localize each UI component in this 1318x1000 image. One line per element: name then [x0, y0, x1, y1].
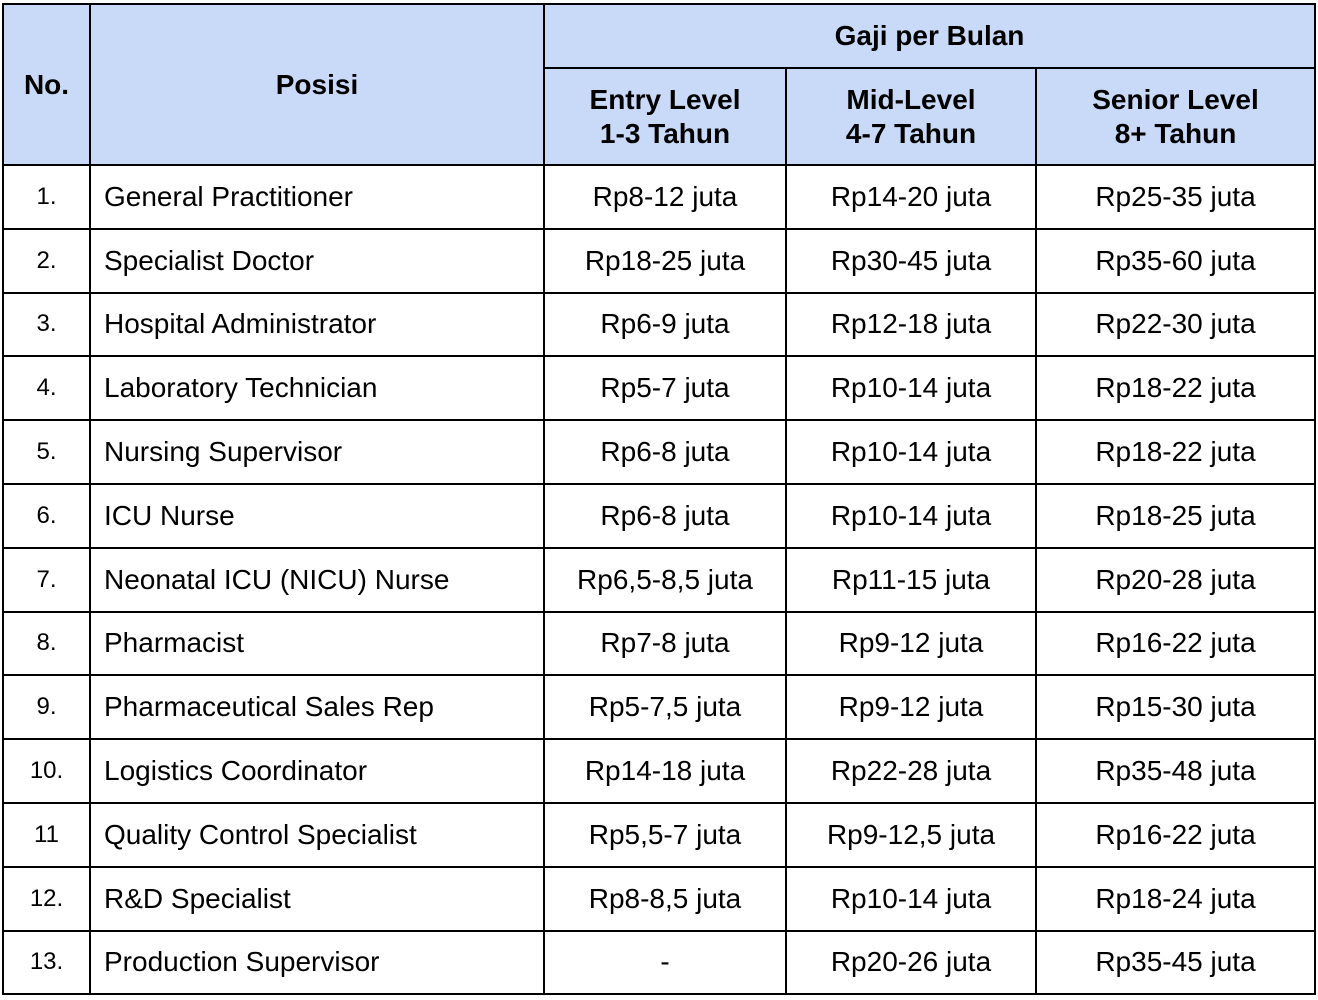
cell-senior: Rp18-22 juta [1036, 356, 1315, 420]
cell-no: 2. [3, 229, 90, 293]
table-row [3, 484, 1315, 548]
header-entry-level [544, 68, 786, 165]
cell-mid: Rp11-15 juta [786, 548, 1036, 612]
table-row [3, 739, 1315, 803]
cell-no: 7. [3, 548, 90, 612]
cell-mid: Rp14-20 juta [786, 165, 1036, 229]
cell-senior: Rp15-30 juta [1036, 675, 1315, 739]
table-row [3, 293, 1315, 357]
cell-mid: Rp9-12,5 juta [786, 803, 1036, 867]
table-row [3, 803, 1315, 867]
cell-entry: Rp8-12 juta [544, 165, 786, 229]
cell-entry: Rp6-8 juta [544, 484, 786, 548]
cell-entry: Rp6,5-8,5 juta [544, 548, 786, 612]
cell-posisi: Hospital Administrator [90, 293, 544, 357]
cell-mid: Rp20-26 juta [786, 931, 1036, 995]
cell-senior: Rp16-22 juta [1036, 803, 1315, 867]
cell-posisi: ICU Nurse [90, 484, 544, 548]
cell-no: 3. [3, 293, 90, 357]
header-senior-level-years: 8+ Tahun [1114, 117, 1237, 149]
cell-posisi: Pharmacist [90, 612, 544, 676]
cell-no: 4. [3, 356, 90, 420]
header-gaji-per-bulan: Gaji per Bulan [544, 4, 1315, 68]
cell-no: 1. [3, 165, 90, 229]
cell-no: 6. [3, 484, 90, 548]
cell-posisi: R&D Specialist [90, 867, 544, 931]
cell-entry: Rp5-7,5 juta [544, 675, 786, 739]
cell-posisi: Pharmaceutical Sales Rep [90, 675, 544, 739]
cell-mid: Rp12-18 juta [786, 293, 1036, 357]
cell-mid: Rp30-45 juta [786, 229, 1036, 293]
cell-posisi: Neonatal ICU (NICU) Nurse [90, 548, 544, 612]
table-row [3, 165, 1315, 229]
cell-senior: Rp18-24 juta [1036, 867, 1315, 931]
cell-posisi: Nursing Supervisor [90, 420, 544, 484]
cell-mid: Rp10-14 juta [786, 356, 1036, 420]
cell-no: 8. [3, 612, 90, 676]
cell-senior: Rp25-35 juta [1036, 165, 1315, 229]
cell-no: 13. [3, 931, 90, 995]
cell-no: 5. [3, 420, 90, 484]
cell-entry: Rp6-9 juta [544, 293, 786, 357]
cell-posisi: Specialist Doctor [90, 229, 544, 293]
cell-senior: Rp35-45 juta [1036, 931, 1315, 995]
table-row [3, 675, 1315, 739]
cell-entry: Rp7-8 juta [544, 612, 786, 676]
cell-no: 12. [3, 867, 90, 931]
header-mid-level-title: Mid-Level [846, 83, 976, 115]
cell-senior: Rp35-48 juta [1036, 739, 1315, 803]
cell-no: 9. [3, 675, 90, 739]
cell-entry: Rp6-8 juta [544, 420, 786, 484]
table-row [3, 612, 1315, 676]
header-entry-level-years: 1-3 Tahun [599, 117, 731, 149]
table-row [3, 931, 1315, 995]
cell-entry: Rp14-18 juta [544, 739, 786, 803]
header-senior-level-title: Senior Level [1092, 83, 1259, 115]
cell-senior: Rp16-22 juta [1036, 612, 1315, 676]
cell-senior: Rp22-30 juta [1036, 293, 1315, 357]
header-mid-level [786, 68, 1036, 165]
cell-posisi: Quality Control Specialist [90, 803, 544, 867]
cell-mid: Rp10-14 juta [786, 420, 1036, 484]
table-row [3, 356, 1315, 420]
cell-senior: Rp20-28 juta [1036, 548, 1315, 612]
cell-mid: Rp9-12 juta [786, 612, 1036, 676]
table-row [3, 867, 1315, 931]
cell-entry: - [544, 931, 786, 995]
cell-mid: Rp22-28 juta [786, 739, 1036, 803]
cell-entry: Rp8-8,5 juta [544, 867, 786, 931]
cell-mid: Rp10-14 juta [786, 867, 1036, 931]
cell-senior: Rp18-22 juta [1036, 420, 1315, 484]
cell-mid: Rp9-12 juta [786, 675, 1036, 739]
header-posisi: Posisi [90, 4, 544, 165]
header-senior-level [1036, 68, 1315, 165]
header-mid-level-years: 4-7 Tahun [845, 117, 977, 149]
salary-table [2, 3, 1316, 995]
table-row [3, 548, 1315, 612]
cell-entry: Rp5-7 juta [544, 356, 786, 420]
cell-senior: Rp35-60 juta [1036, 229, 1315, 293]
cell-senior: Rp18-25 juta [1036, 484, 1315, 548]
cell-posisi: Logistics Coordinator [90, 739, 544, 803]
table-row [3, 229, 1315, 293]
cell-entry: Rp5,5-7 juta [544, 803, 786, 867]
cell-entry: Rp18-25 juta [544, 229, 786, 293]
cell-posisi: Laboratory Technician [90, 356, 544, 420]
cell-posisi: Production Supervisor [90, 931, 544, 995]
table-row [3, 420, 1315, 484]
cell-no: 11 [3, 803, 90, 867]
table-body [3, 165, 1315, 994]
cell-posisi: General Practitioner [90, 165, 544, 229]
header-no: No. [3, 4, 90, 165]
cell-no: 10. [3, 739, 90, 803]
header-entry-level-title: Entry Level [589, 83, 741, 115]
cell-mid: Rp10-14 juta [786, 484, 1036, 548]
